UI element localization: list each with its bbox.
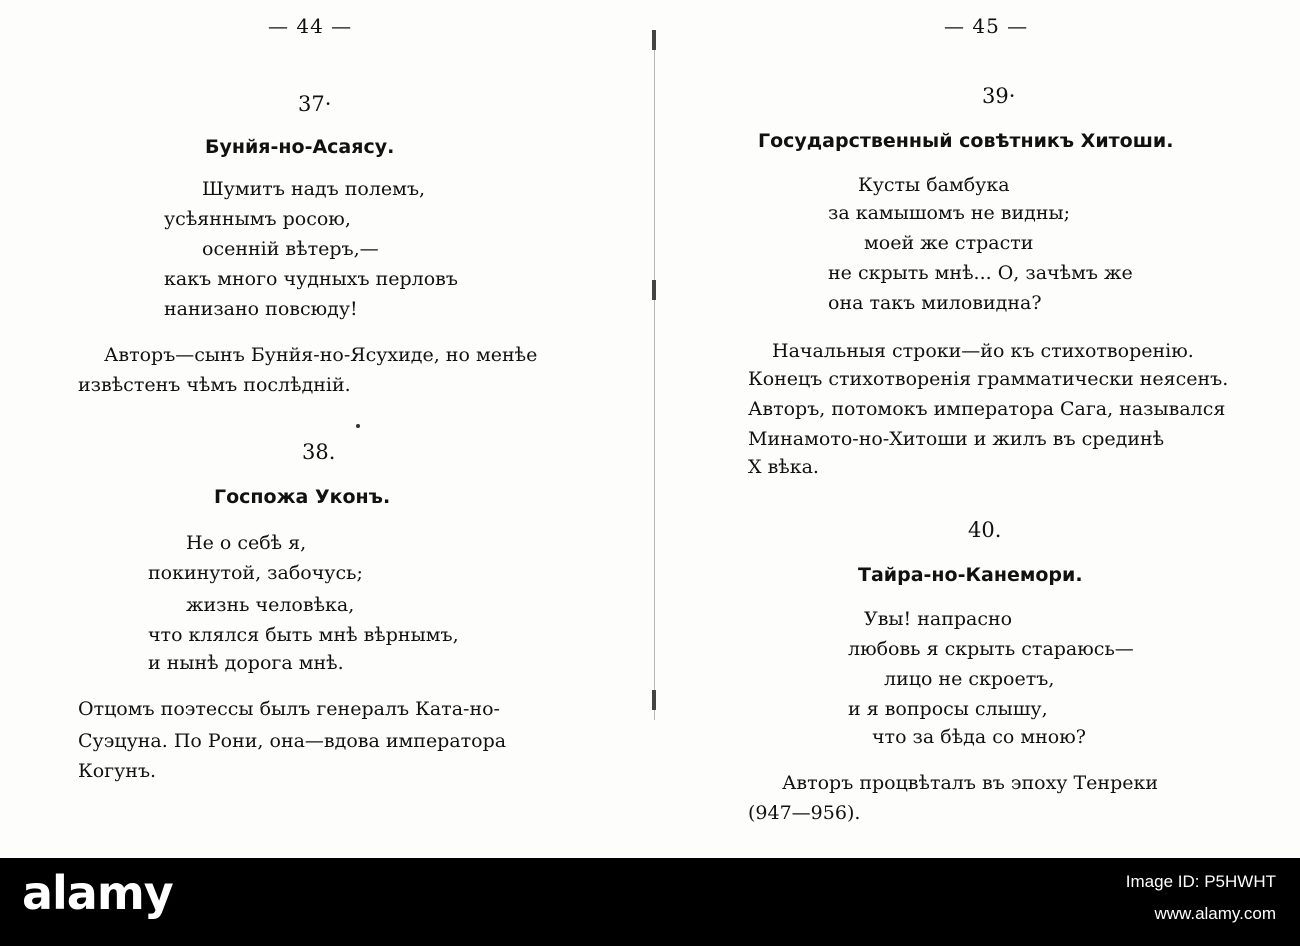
poem-38-line-1: Не о себѣ я, <box>186 532 307 554</box>
gutter-line <box>654 30 655 720</box>
poem-38-note-line-1: Отцомъ поэтессы былъ генералъ Ката-но- <box>78 698 500 720</box>
poem-40-line-2: любовь я скрыть стараюсь— <box>848 638 1134 660</box>
poem-37-number: 37· <box>298 92 332 116</box>
alamy-logo: alamy <box>22 866 173 920</box>
ink-speck <box>356 424 360 428</box>
watermark-strip <box>0 858 1300 946</box>
poem-39-note-line-5: X вѣка. <box>748 456 819 478</box>
gutter-mark-bottom <box>652 690 656 710</box>
poem-37-line-5: нанизано повсюду! <box>164 298 358 320</box>
poem-37-line-2: усѣяннымъ росою, <box>164 208 351 230</box>
poem-39-line-2: за камышомъ не видны; <box>828 202 1071 224</box>
poem-39-note-line-1: Начальныя строки—йо къ стихотворенію. <box>772 340 1194 362</box>
poem-38-line-4: что клялся быть мнѣ вѣрнымъ, <box>148 624 459 646</box>
poem-39-title: Государственный совѣтникъ Хитоши. <box>758 130 1174 152</box>
poem-38-line-3: жизнь человѣка, <box>186 594 355 616</box>
poem-40-line-3: лицо не скроетъ, <box>884 668 1055 690</box>
poem-40-note-line-1: Авторъ процвѣталъ въ эпоху Тенреки <box>782 772 1159 794</box>
poem-39-note-line-4: Минамото-но-Хитоши и жилъ въ срединѣ <box>748 428 1165 450</box>
gutter-mark-middle <box>652 280 656 300</box>
poem-40-title: Тайра-но-Канемори. <box>858 564 1083 586</box>
poem-40-line-1: Увы! напрасно <box>864 608 1013 630</box>
site-url-label: www.alamy.com <box>1154 904 1276 923</box>
poem-37-note-line-2: извѣстенъ чѣмъ послѣдній. <box>78 374 351 396</box>
poem-38-line-5: и нынѣ дорога мнѣ. <box>148 652 344 674</box>
right-page <box>658 0 1300 858</box>
poem-39-line-1: Кусты бамбука <box>858 174 1010 196</box>
poem-38-line-2: покинутой, забочусь; <box>148 562 363 584</box>
poem-39-line-4: не скрыть мнѣ... О, зачѣмъ же <box>828 262 1133 284</box>
poem-40-number: 40. <box>968 518 1002 542</box>
poem-39-line-3: моей же страсти <box>864 232 1034 254</box>
image-id-label: Image ID: P5HWHT <box>1125 872 1276 891</box>
poem-38-note-line-2: Суэцуна. По Рони, она—вдова императора <box>78 730 507 752</box>
page-number-44: — 44 — <box>268 14 353 38</box>
poem-40-note-line-2: (947—956). <box>748 802 861 824</box>
poem-37-line-4: какъ много чудныхъ перловъ <box>164 268 458 290</box>
poem-37-title: Бунйя-но-Асаясу. <box>205 136 395 158</box>
poem-38-title: Госпожа Уконъ. <box>214 486 391 508</box>
poem-40-line-4: и я вопросы слышу, <box>848 698 1048 720</box>
poem-39-number: 39· <box>982 84 1016 108</box>
gutter-mark-top <box>652 30 656 50</box>
poem-40-line-5: что за бѣда со мною? <box>872 726 1086 748</box>
poem-39-line-5: она такъ миловидна? <box>828 292 1042 314</box>
poem-37-line-3: осенній вѣтеръ,— <box>202 238 379 260</box>
poem-38-note-line-3: Когунъ. <box>78 760 157 782</box>
left-page <box>0 0 652 858</box>
poem-38-number: 38. <box>302 440 336 464</box>
poem-37-note-line-1: Авторъ—сынъ Бунйя-но-Ясухиде, но менѣе <box>104 344 538 366</box>
poem-39-note-line-3: Авторъ, потомокъ императора Сага, назывался <box>748 398 1226 420</box>
page-number-45: — 45 — <box>944 14 1029 38</box>
poem-39-note-line-2: Конецъ стихотворенія грамматически неясенъ. <box>748 368 1229 390</box>
poem-37-line-1: Шумитъ надъ полемъ, <box>202 178 426 200</box>
